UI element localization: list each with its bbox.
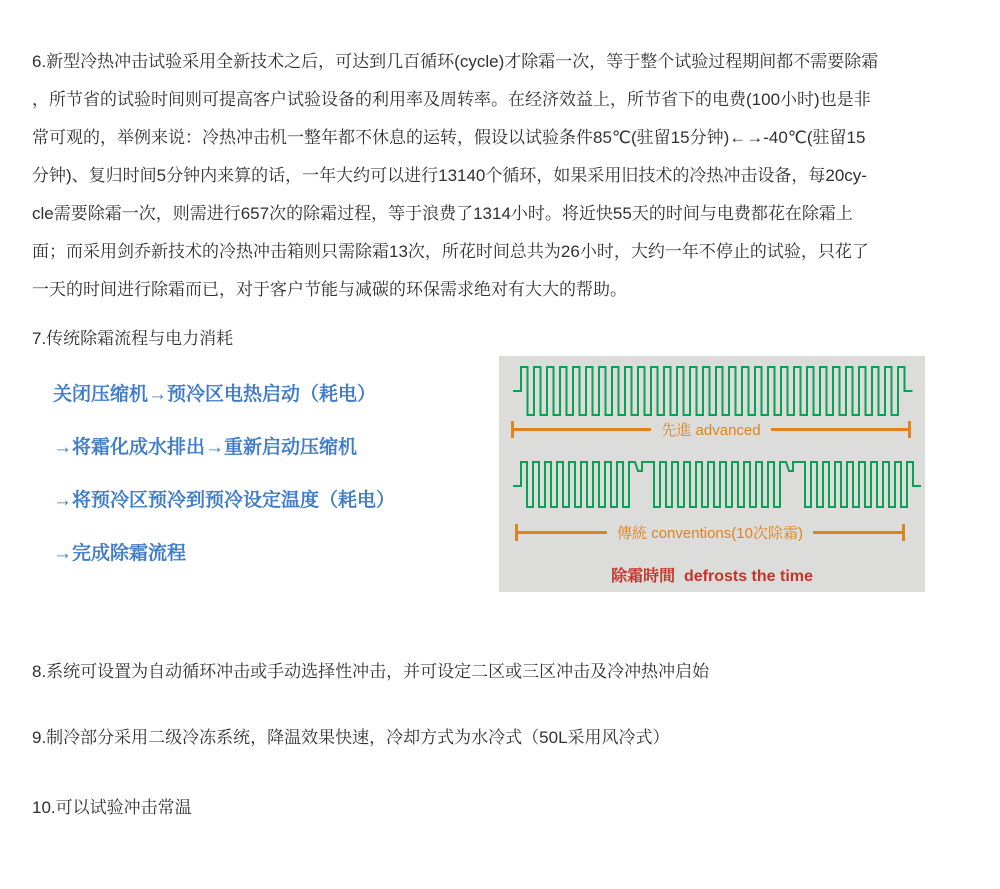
section-8: 8.系统可设置为自动循环冲击或手动选择性冲击，并可设定二区或三区冲击及冷冲热冲启始 <box>32 662 710 681</box>
dimension-line-segment <box>514 428 651 431</box>
defrost-step-2: →将霜化成水排出→重新启动压缩机 <box>53 437 358 458</box>
conventional-label: 傳統 conventions(10次除霜) <box>617 524 803 542</box>
paragraph-6-line-3: 常可观的，举例来说：冷热冲击机一整年都不休息的运转，假设以试验条件85℃(驻留15分钟)←→-40℃(驻留15 <box>32 128 866 147</box>
paragraph-6 <box>32 43 968 309</box>
paragraph-6-line-6: 面；而采用剑乔新技术的冷热冲击箱则只需除霜13次，所花时间总共为26小时，大约一年不停止的试验，只花了 <box>32 242 869 261</box>
paragraph-6-line-1: 6.新型冷热冲击试验采用全新技术之后，可达到几百循环(cycle)才除霜一次，等于整个试验过程期间都不需要除霜 <box>32 52 879 71</box>
defrost-step-3: →将预冷区预冷到预冷设定温度（耗电） <box>53 490 396 511</box>
conventional-waveform <box>499 460 925 512</box>
paragraph-6-line-7: 一天的时间进行除霜而已，对于客户节能与减碳的环保需求绝对有大大的帮助。 <box>32 280 627 299</box>
dimension-line-segment <box>518 531 607 534</box>
defrost-step-4: →完成除霜流程 <box>53 543 187 564</box>
paragraph-6-line-2: ，所节省的试验时间则可提高客户试验设备的利用率及周转率。在经济效益上，所节省下的电费(100小时)也是非 <box>32 90 871 109</box>
advanced-waveform <box>499 365 925 417</box>
dimension-line-segment <box>813 531 902 534</box>
defrost-comparison-diagram <box>499 356 925 592</box>
section-9: 9.制冷部分采用二级冷冻系统，降温效果快速，冷却方式为水冷式（50L采用风冷式） <box>32 728 670 747</box>
dimension-tick-right <box>908 421 911 438</box>
paragraph-6-line-5: cle需要除霜一次，则需进行657次的除霜过程，等于浪费了1314小时。将近快55天的时间与电费都花在除霜上 <box>32 204 853 223</box>
advanced-label: 先進 advanced <box>661 421 761 439</box>
dimension-line-segment <box>771 428 908 431</box>
diagram-caption: 除霜時間 defrosts the time <box>611 568 813 585</box>
paragraph-6-line-4: 分钟)、复归时间5分钟内来算的话，一年大约可以进行13140个循环，如果采用旧技术的冷热冲击设备，每20cy- <box>32 166 867 185</box>
section-10: 10.可以试验冲击常温 <box>32 798 192 817</box>
defrost-step-1: 关闭压缩机→预冷区电热启动（耗电） <box>53 384 377 405</box>
conventional-dimension-line <box>515 522 905 542</box>
advanced-dimension-line <box>511 419 911 439</box>
section-7-title: 7.传统除霜流程与电力消耗 <box>32 329 234 348</box>
dimension-tick-right <box>902 524 905 541</box>
